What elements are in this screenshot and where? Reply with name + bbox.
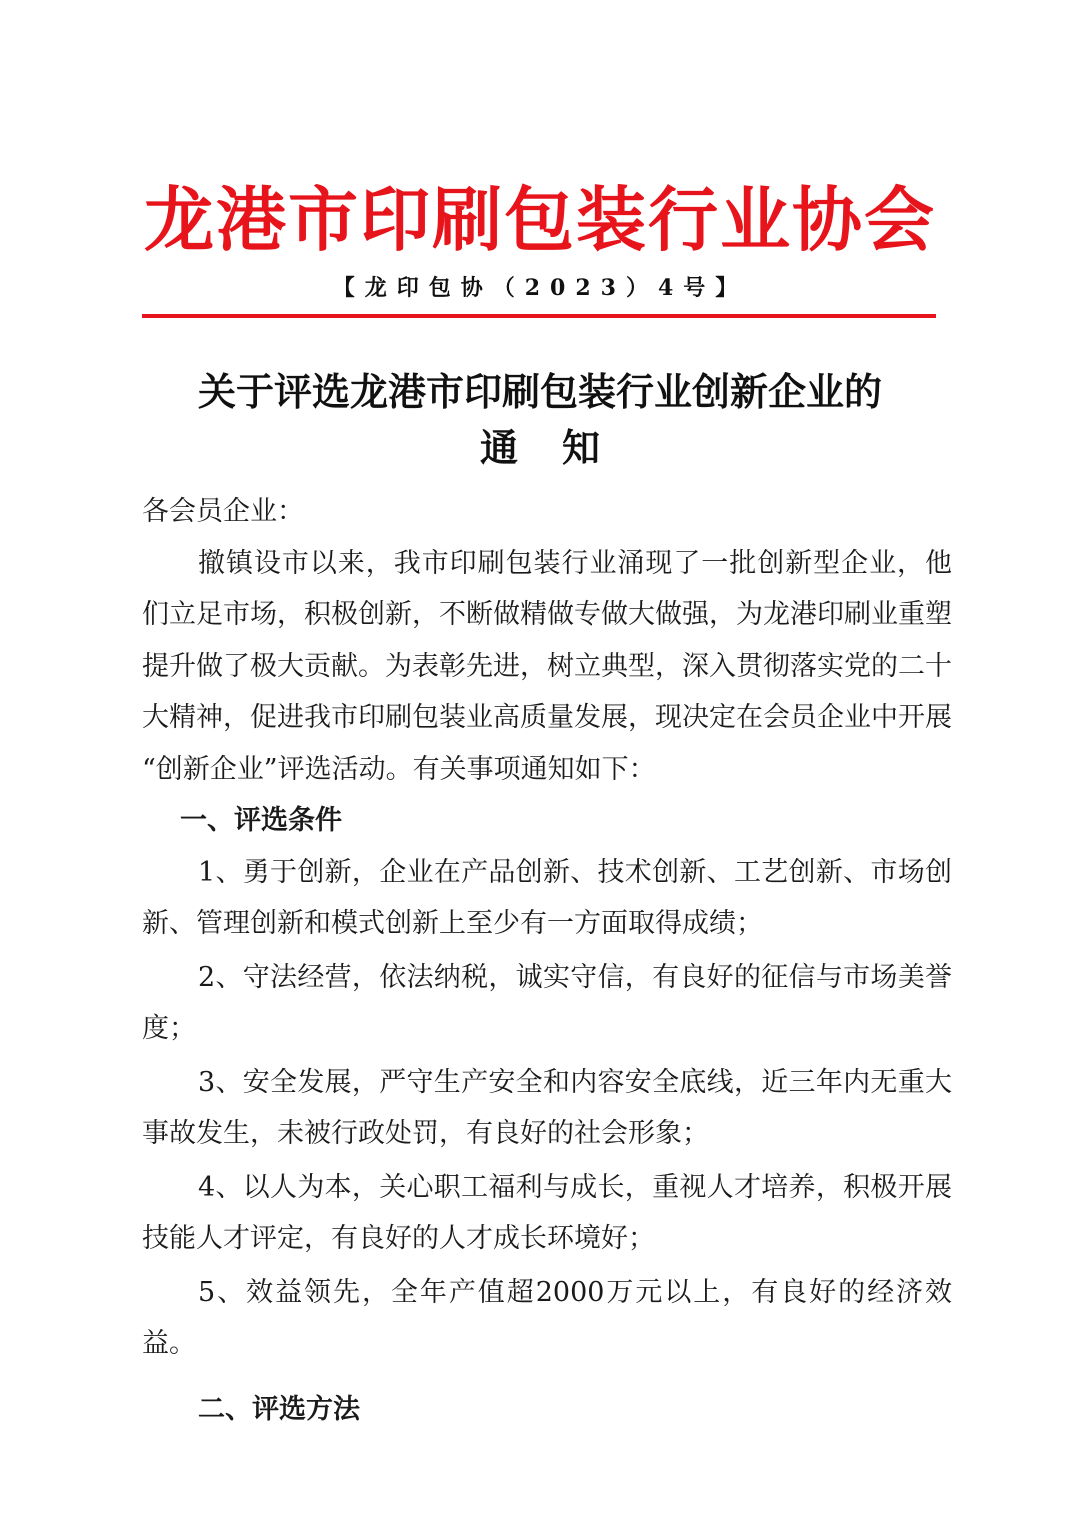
criterion-item: 3、安全发展，严守生产安全和内容安全底线，近三年内无重大事故发生，未被行政处罚，有良好的社会形象；: [142, 1066, 952, 1149]
criterion-item: 2、守法经营，依法纳税，诚实守信，有良好的征信与市场美誉度；: [142, 961, 952, 1044]
notice-title-line-1: 关于评选龙港市印刷包装行业创新企业的: [197, 369, 882, 414]
criterion-item: 1、勇于创新，企业在产品创新、技术创新、工艺创新、市场创新、管理创新和模式创新上至少有一方面取得成绩；: [142, 856, 952, 939]
section-heading-criteria: 一、评选条件: [180, 805, 342, 836]
red-divider-line: [142, 314, 936, 318]
organization-title: 龙港市印刷包装行业协会: [144, 179, 936, 261]
document-body: [142, 486, 952, 1435]
intro-paragraph: 撤镇设市以来，我市印刷包装行业涌现了一批创新型企业，他们立足市场，积极创新，不断做精做专做大做强，为龙港印刷业重塑提升做了极大贡献。为表彰先进，树立典型，深入贯彻落实党的二十大精神，促进我市印刷包装业高质量发展，现决定在会员企业中开展 “创新企业”评选活动。有关事项通知如下：: [142, 547, 952, 785]
criterion-item: 4、以人为本，关心职工福利与成长，重视人才培养，积极开展技能人才评定，有良好的人才成长环境好；: [142, 1171, 952, 1254]
notice-title-line-2: 通知: [479, 425, 644, 470]
section-heading-method: 二、评选方法: [198, 1393, 360, 1425]
criterion-item: 5、效益领先，全年产值超2000万元以上，有良好的经济效益。: [142, 1276, 952, 1359]
document-number: 【龙印包协（2023）4号】: [332, 275, 748, 301]
notice-title: [0, 364, 1080, 476]
salutation: 各会员企业：: [142, 496, 304, 527]
